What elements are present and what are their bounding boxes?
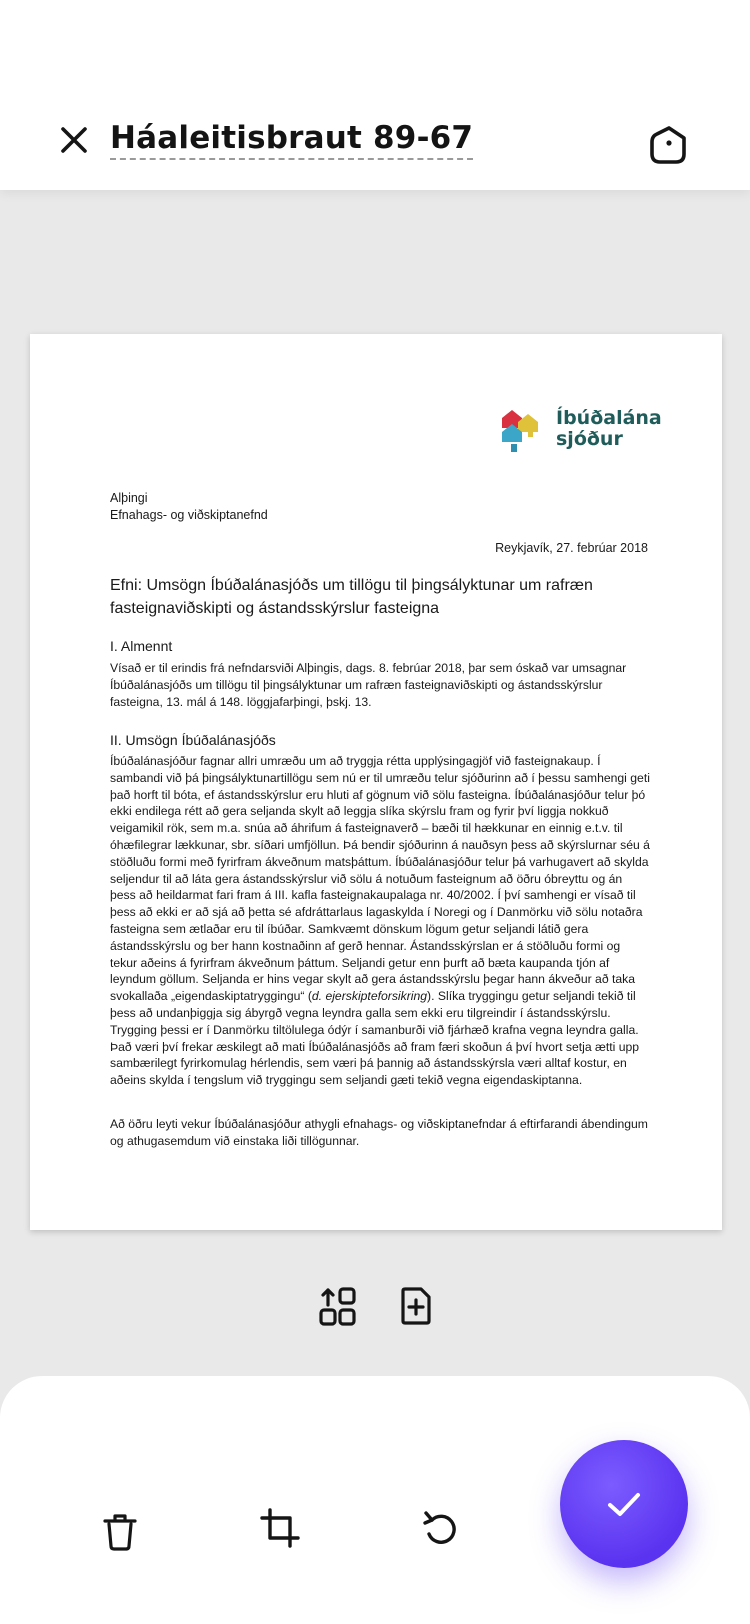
recipient-line-2: Efnahags- og viðskiptanefnd bbox=[110, 508, 268, 522]
letter-subject: Efni: Umsögn Íbúðalánasjóðs um tillögu til þingsályktunar um rafræn fasteignaviðskipti og ástandsskýrslur fasteigna bbox=[110, 577, 593, 617]
tag-button[interactable] bbox=[648, 124, 690, 166]
rotate-button[interactable] bbox=[420, 1508, 460, 1548]
crop-button[interactable] bbox=[260, 1508, 300, 1548]
section-text-general: Vísað er til erindis frá nefndarsviði Alþingis, dags. 8. febrúar 2018, þar sem óskað var umsagnar Íbúðalánasjóðs um tillögu til þingsályktunar um rafræn fasteignaviðskipti og ástandsskýrslur fasteigna, 13. mál á 148. löggjafarþingi, þskj. 13. bbox=[110, 661, 627, 709]
rotate-icon bbox=[420, 1508, 460, 1548]
reorder-pages-button[interactable] bbox=[318, 1286, 358, 1326]
opinion-text-part-2: ). Slíka tryggingu getur seljandi tekið til þess að undanþiggja sig ábyrgð vegna leyndra galla sem ekki eru tilgreindir í ástandsskýrslu. Trygging þessi er í Danmörku tiltölulega ódýr í samanburði við fjárhæð krafna vegna leyndra galla. Það væri því frekar æskilegt að mati Íbúðalánasjóðs að fram færi skoðun á því hvort setja ætti upp sambærilegt fyrirkomulag hérlendis, sem væri þá þannig að ástandsskýrsla væri alltaf kostur, en aðeins skylda í tengslum við tryggingu sem seljandi gæti tekið vegna eigendaskiptanna. bbox=[110, 989, 640, 1088]
opinion-text-italic: d. ejerskipteforsikring bbox=[311, 989, 428, 1004]
logo-line-1: Íbúðalána bbox=[556, 407, 662, 429]
close-icon bbox=[56, 122, 92, 158]
top-bar bbox=[0, 0, 750, 190]
trash-icon bbox=[100, 1512, 140, 1552]
delete-button[interactable] bbox=[100, 1512, 140, 1552]
document-title[interactable]: Háaleitisbraut 89-67 bbox=[110, 120, 473, 160]
document-page bbox=[30, 334, 722, 1230]
add-page-icon bbox=[396, 1286, 436, 1326]
add-page-button[interactable] bbox=[396, 1286, 436, 1326]
logo-text bbox=[556, 408, 662, 450]
tag-icon bbox=[648, 124, 690, 166]
close-button[interactable] bbox=[56, 122, 92, 158]
reorder-pages-icon bbox=[318, 1286, 358, 1326]
house-logo-icon bbox=[498, 406, 554, 460]
section-heading-opinion: II. Umsögn Íbúðalánasjóðs bbox=[110, 732, 276, 748]
section-heading-general: I. Almennt bbox=[110, 638, 173, 654]
organization-logo bbox=[498, 406, 678, 460]
recipient-line-1: Alþingi bbox=[110, 491, 148, 505]
section-text-opinion bbox=[110, 753, 650, 1089]
letter-date: Reykjavík, 27. febrúar 2018 bbox=[495, 541, 648, 555]
opinion-text-part-1: Íbúðalánasjóður fagnar allri umræðu um að tryggja rétta upplýsingagjöf við fasteignakaup. Í sambandi við þá þingsályktunartillögu sem nú er til umræðu telur sjóðurinn að í þessu samhengi geti það horft til bóta, ef ástandsskýrslur eru hluti af gögnum við sölu fasteigna. Íbúðalánasjóður telur þó ekki endilega rétt að gera seljanda skylt að leggja slíka skýrslu fram og fyrir því liggja nokkuð veigamikil rök, sem m.a. snúa að áhrifum á fasteignaverð – bæði til hækkunar en einnig e.t.v. til óhæfilegrar lækkunar, sbr. síðari umfjöllun. Þá bendir sjóðurinn á nauðsyn þess að skýrslurnar séu á stöðluðu formi með fyrirfram ákveðnum matsþáttum. Íbúðalánasjóður telur þá varhugavert að skylda seljendur til að láta gera ástandsskýrslur við sölu á notuðum fasteignum að öðru óbreyttu og án þess að heildarmat fari fram á III. kafla fasteignakaupalaga nr. 40/2002. Í því samhengi er vísað til þess að ekki er að sjá að þetta sé afdráttarlaus lagaskylda í Noregi og í Danmörku við sölu notaðra fasteigna sem ætlaðar eru til íbúðar. Samkvæmt dönskum lögum getur seljandi látið gera ástandsskýrslu og ber hann kostnaðinn af gerð hennar. Ástandsskýrslan er á stöðluðu formi og tekur aðeins á fyrirfram ákveðnum þáttum. Seljandi getur enn þurft að bæta kaupanda tjón af leyndum göllum. Seljanda er hins vegar skylt að gera ástandsskýrslu þegar hann ákveður að taka svokallaða „eigendaskiptatryggingu“ ( bbox=[110, 754, 650, 1004]
confirm-button[interactable] bbox=[560, 1440, 688, 1568]
recipient-block bbox=[110, 490, 268, 524]
closing-paragraph: Að öðru leyti vekur Íbúðalánasjóður athygli efnahags- og viðskiptanefndar á eftirfarandi ábendingum og athugasemdum við einstaka liði tillögunnar. bbox=[110, 1117, 648, 1148]
crop-icon bbox=[260, 1508, 300, 1548]
check-icon bbox=[604, 1484, 644, 1524]
logo-line-2: sjóður bbox=[556, 428, 623, 450]
